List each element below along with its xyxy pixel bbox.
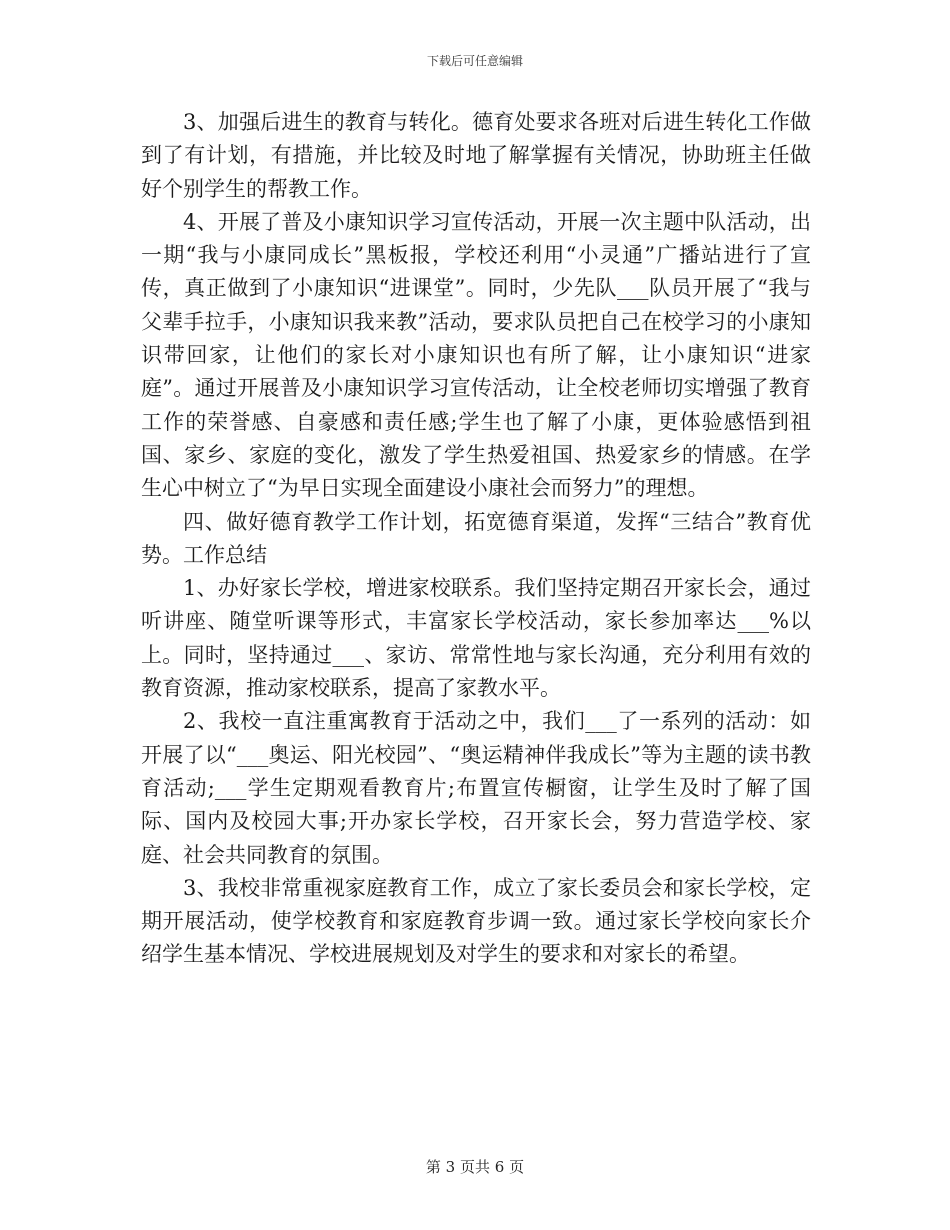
paragraph-1: 3、加强后进生的教育与转化。德育处要求各班对后进生转化工作做到了有计划，有措施，并比较及时地了解掌握有关情况，协助班主任做好个别学生的帮教工作。 [141,110,811,201]
paragraph-4: 1、办好家长学校，增进家校联系。我们坚持定期召开家长会，通过听讲座、随堂听课等形式，丰富家长学校活动，家长参加率达___%以上。同时，坚持通过___、家访、常常性地与家长沟通，充分利用有效的教育资源，推动家校联系，提高了家教水平。 [141,576,811,701]
paragraph-5: 2、我校一直注重寓教育于活动之中，我们___了一系列的活动：如开展了以“___奥运、阳光校园”、“奥运精神伴我成长”等为主题的读书教育活动;___学生定期观看教育片;布置宣传橱窗，让学生及时了解了国际、国内及校园大事;开办家长学校，召开家长会，努力营造学校、家庭、社会共同教育的氛围。 [141,709,811,867]
page-footer: 第 3 页共 6 页 [425,1158,525,1176]
paragraph-3: 四、做好德育教学工作计划，拓宽德育渠道，发挥“三结合”教育优势。工作总结 [141,509,811,567]
document-body [141,106,811,972]
paragraph-6: 3、我校非常重视家庭教育工作，成立了家长委员会和家长学校，定期开展活动，使学校教育和家庭教育步调一致。通过家长学校向家长介绍学生基本情况、学校进展规划及对学生的要求和对家长的希望。 [141,875,811,967]
paragraph-2: 4、开展了普及小康知识学习宣传活动，开展一次主题中队活动，出一期“我与小康同成长”黑板报，学校还利用“小灵通”广播站进行了宣传，真正做到了小康知识“进课堂”。同时，少先队___队员开展了“我与父辈手拉手，小康知识我来教”活动，要求队员把自己在校学习的小康知识带回家，让他们的家长对小康知识也有所了解，让小康知识“进家庭”。通过开展普及小康知识学习宣传活动，让全校老师切实增强了教育工作的荣誉感、自豪感和责任感;学生也了解了小康，更体验感悟到祖国、家乡、家庭的变化，激发了学生热爱祖国、热爱家乡的情感。在学生心中树立了“为早日实现全面建设小康社会而努力”的理想。 [141,209,811,501]
page-header: 下载后可任意编辑 [426,54,523,68]
